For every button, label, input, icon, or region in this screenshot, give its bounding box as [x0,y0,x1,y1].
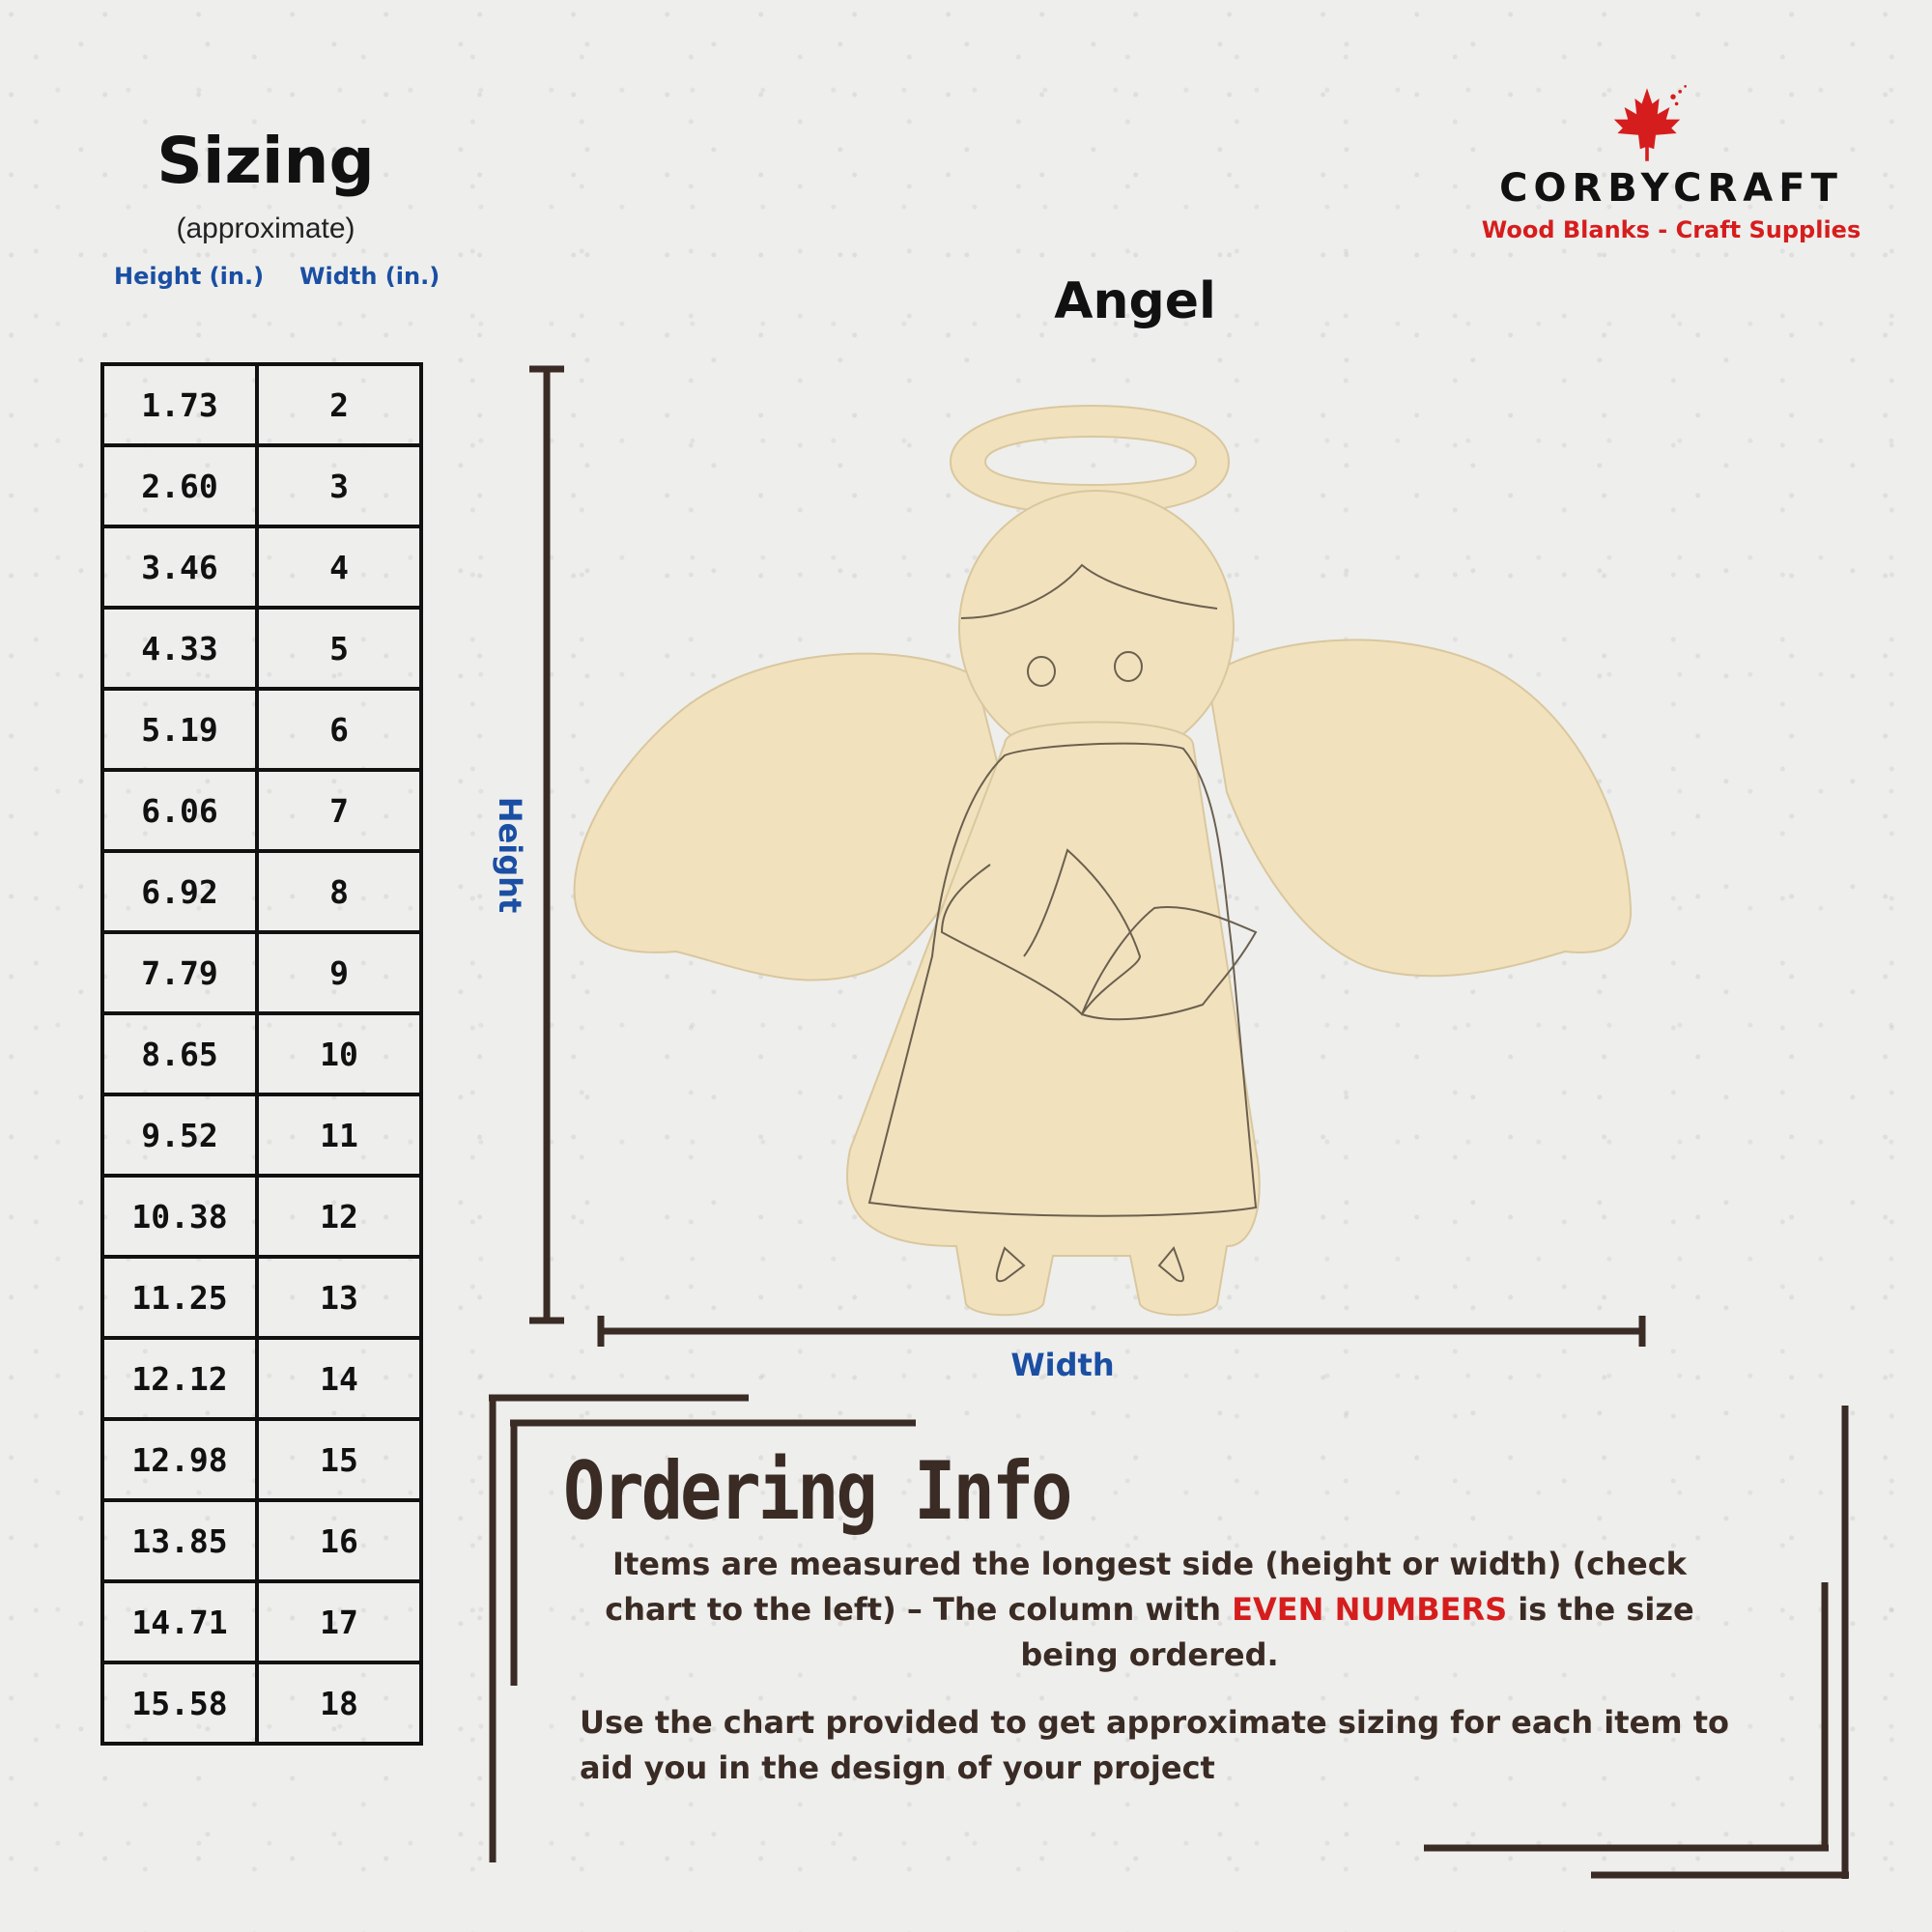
sizing-title: Sizing [156,124,375,198]
product-title: Angel [1054,272,1216,330]
width-cell: 10 [257,1013,421,1094]
height-cell: 2.60 [102,445,257,526]
width-cell: 15 [257,1419,421,1500]
height-cell: 8.65 [102,1013,257,1094]
height-label: Height [492,796,528,914]
width-cell: 11 [257,1094,421,1176]
width-label: Width [1010,1347,1115,1383]
width-cell: 5 [257,608,421,689]
ordering-info-paragraph-2: Use the chart provided to get approximate sizing for each item to aid you in the design of your project [580,1704,1730,1786]
width-cell: 16 [257,1500,421,1581]
height-cell: 12.12 [102,1338,257,1419]
width-cell: 9 [257,932,421,1013]
ordering-text-a: Items are measured the longest side (height or width) (check chart to the left) – The column with [605,1546,1687,1628]
height-cell: 3.46 [102,526,257,608]
height-cell: 14.71 [102,1581,257,1662]
height-cell: 11.25 [102,1257,257,1338]
width-cell: 13 [257,1257,421,1338]
width-cell: 2 [257,364,421,445]
height-cell: 7.79 [102,932,257,1013]
brand-name: CORBYCRAFT [1499,166,1843,211]
height-cell: 5.19 [102,689,257,770]
height-cell: 6.06 [102,770,257,851]
width-column-header: Width (in.) [299,263,440,290]
width-cell: 18 [257,1662,421,1744]
width-cell: 17 [257,1581,421,1662]
ordering-info-paragraph-1 [570,1542,1729,1678]
height-cell: 4.33 [102,608,257,689]
width-cell: 4 [257,526,421,608]
height-cell: 10.38 [102,1176,257,1257]
height-cell: 1.73 [102,364,257,445]
height-cell: 13.85 [102,1500,257,1581]
height-column-header: Height (in.) [114,263,265,290]
width-cell: 7 [257,770,421,851]
width-cell: 8 [257,851,421,932]
ordering-info-title: Ordering Info [563,1444,1070,1538]
ordering-text-b: is the size being ordered. [1020,1591,1694,1673]
width-cell: 14 [257,1338,421,1419]
brand-tagline: Wood Blanks - Craft Supplies [1481,216,1861,243]
height-cell: 9.52 [102,1094,257,1176]
width-cell: 6 [257,689,421,770]
height-cell: 6.92 [102,851,257,932]
height-cell: 12.98 [102,1419,257,1500]
even-numbers-highlight: EVEN NUMBERS [1232,1591,1508,1628]
width-cell: 12 [257,1176,421,1257]
sizing-subtitle: (approximate) [176,213,355,244]
width-dimension-bar [601,1316,1642,1347]
angel-shape [575,406,1632,1315]
height-dimension-bar [529,369,564,1321]
width-cell: 3 [257,445,421,526]
height-cell: 15.58 [102,1662,257,1744]
